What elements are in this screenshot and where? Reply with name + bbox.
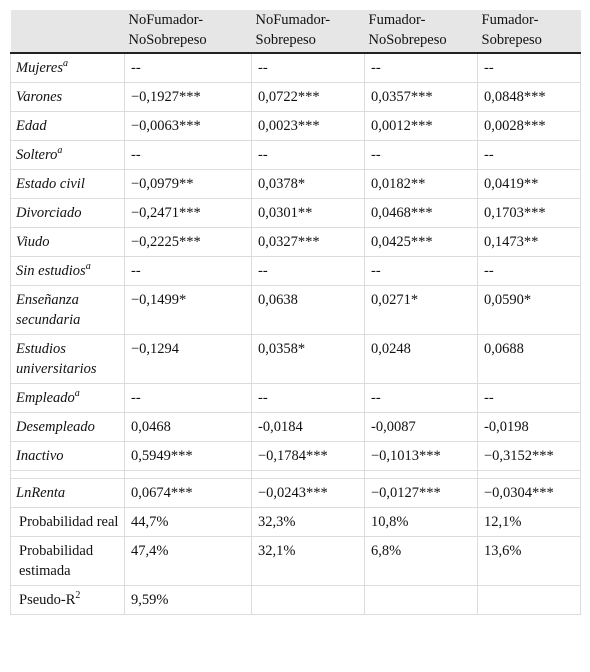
header-col-2 xyxy=(365,10,478,53)
value-cell: 47,4% xyxy=(125,537,252,586)
row-label-superscript: a xyxy=(57,145,63,157)
row-label-superscript: a xyxy=(74,388,80,400)
value-cell: -0,0198 xyxy=(478,413,581,442)
table-row xyxy=(11,112,581,141)
value-cell: 0,0023*** xyxy=(252,112,365,141)
value-cell xyxy=(365,586,478,615)
row-label-cell xyxy=(11,413,125,442)
table-row xyxy=(11,479,581,508)
row-label: Varones xyxy=(16,89,63,105)
header-col-0-line2: NoSobrepeso xyxy=(128,32,207,48)
row-label: Inactivo xyxy=(16,448,64,464)
value-cell: 6,8% xyxy=(365,537,478,586)
row-label: Probabilidad real xyxy=(19,514,119,530)
value-cell: 0,0301** xyxy=(252,199,365,228)
row-label-cell xyxy=(11,586,125,615)
row-label-cell xyxy=(11,53,125,83)
value-cell: −0,2471*** xyxy=(125,199,252,228)
row-label: Estado civil xyxy=(16,176,85,192)
table-spacer-row xyxy=(11,471,581,479)
value-cell: 0,0378* xyxy=(252,170,365,199)
value-cell: -- xyxy=(365,384,478,413)
value-cell: -- xyxy=(252,384,365,413)
row-label-cell xyxy=(11,112,125,141)
row-label-superscript: 2 xyxy=(75,590,81,602)
table-row xyxy=(11,586,581,615)
row-label-cell xyxy=(11,228,125,257)
value-cell: 0,0674*** xyxy=(125,479,252,508)
row-label-cell xyxy=(11,442,125,471)
value-cell: -- xyxy=(478,141,581,170)
value-cell: 0,0271* xyxy=(365,286,478,335)
value-cell: 13,6% xyxy=(478,537,581,586)
value-cell: −0,0979** xyxy=(125,170,252,199)
value-cell: 0,5949*** xyxy=(125,442,252,471)
value-cell: 0,0638 xyxy=(252,286,365,335)
value-cell: 0,0722*** xyxy=(252,83,365,112)
table-body xyxy=(11,53,581,615)
table-row xyxy=(11,384,581,413)
value-cell: −0,0127*** xyxy=(365,479,478,508)
row-label-superscript: a xyxy=(85,261,91,273)
value-cell: -- xyxy=(478,384,581,413)
value-cell: −0,0243*** xyxy=(252,479,365,508)
table-row xyxy=(11,53,581,83)
table-row xyxy=(11,141,581,170)
value-cell xyxy=(478,586,581,615)
table-row xyxy=(11,442,581,471)
row-label: Desempleado xyxy=(16,419,95,435)
row-label: Soltero xyxy=(16,147,58,163)
table-row xyxy=(11,413,581,442)
row-label-cell xyxy=(11,384,125,413)
spacer-cell xyxy=(125,471,252,479)
value-cell: 0,1473** xyxy=(478,228,581,257)
value-cell: -- xyxy=(252,141,365,170)
spacer-cell xyxy=(365,471,478,479)
value-cell: -0,0184 xyxy=(252,413,365,442)
value-cell: 0,0848*** xyxy=(478,83,581,112)
value-cell: −0,0304*** xyxy=(478,479,581,508)
value-cell: 0,0248 xyxy=(365,335,478,384)
row-label-cell xyxy=(11,286,125,335)
row-label: Estudios universitarios xyxy=(16,341,97,377)
value-cell: 10,8% xyxy=(365,508,478,537)
value-cell: −0,1294 xyxy=(125,335,252,384)
value-cell: −0,3152*** xyxy=(478,442,581,471)
table-row xyxy=(11,83,581,112)
row-label-cell xyxy=(11,335,125,384)
value-cell: -- xyxy=(125,141,252,170)
row-label-superscript: a xyxy=(62,58,68,70)
table-row xyxy=(11,199,581,228)
row-label-cell xyxy=(11,83,125,112)
header-corner-cell xyxy=(11,10,125,53)
row-label: Pseudo-R xyxy=(19,592,76,608)
value-cell: 0,0419** xyxy=(478,170,581,199)
value-cell: -0,0087 xyxy=(365,413,478,442)
value-cell: −0,1927*** xyxy=(125,83,252,112)
value-cell: 0,1703*** xyxy=(478,199,581,228)
value-cell: -- xyxy=(125,384,252,413)
header-col-0-line1: NoFumador- xyxy=(128,12,204,28)
value-cell: 0,0327*** xyxy=(252,228,365,257)
header-row xyxy=(11,10,581,53)
row-label-cell xyxy=(11,257,125,286)
row-label: Sin estudios xyxy=(16,263,86,279)
row-label-cell xyxy=(11,141,125,170)
spacer-cell xyxy=(11,471,125,479)
row-label: Edad xyxy=(16,118,47,134)
value-cell: 0,0468*** xyxy=(365,199,478,228)
table-row xyxy=(11,286,581,335)
value-cell: −0,1784*** xyxy=(252,442,365,471)
value-cell: 0,0012*** xyxy=(365,112,478,141)
header-col-3-line2: Sobrepeso xyxy=(481,32,542,48)
value-cell: −0,1013*** xyxy=(365,442,478,471)
header-col-3 xyxy=(478,10,581,53)
table-row xyxy=(11,257,581,286)
row-label-cell xyxy=(11,170,125,199)
header-col-0 xyxy=(125,10,252,53)
spacer-cell xyxy=(252,471,365,479)
value-cell xyxy=(252,586,365,615)
value-cell: 44,7% xyxy=(125,508,252,537)
header-col-1-line2: Sobrepeso xyxy=(255,32,316,48)
value-cell: -- xyxy=(365,141,478,170)
row-label: Empleado xyxy=(16,390,75,406)
row-label-cell xyxy=(11,199,125,228)
row-label: LnRenta xyxy=(16,485,66,501)
header-col-3-line1: Fumador- xyxy=(481,12,539,28)
row-label: Mujeres xyxy=(16,60,63,76)
value-cell: 0,0182** xyxy=(365,170,478,199)
header-col-1 xyxy=(252,10,365,53)
value-cell: 0,0357*** xyxy=(365,83,478,112)
table-row xyxy=(11,508,581,537)
value-cell: 0,0028*** xyxy=(478,112,581,141)
value-cell: -- xyxy=(125,53,252,83)
value-cell: 9,59% xyxy=(125,586,252,615)
row-label: Divorciado xyxy=(16,205,82,221)
table-row xyxy=(11,335,581,384)
value-cell: 0,0425*** xyxy=(365,228,478,257)
header-col-2-line2: NoSobrepeso xyxy=(368,32,447,48)
value-cell: −0,0063*** xyxy=(125,112,252,141)
value-cell: 12,1% xyxy=(478,508,581,537)
table-row xyxy=(11,537,581,586)
value-cell: -- xyxy=(365,257,478,286)
value-cell: −0,1499* xyxy=(125,286,252,335)
row-label-cell xyxy=(11,479,125,508)
value-cell: 0,0358* xyxy=(252,335,365,384)
row-label: Enseñanza secundaria xyxy=(16,292,81,328)
table-row xyxy=(11,170,581,199)
value-cell: −0,2225*** xyxy=(125,228,252,257)
results-table-container xyxy=(10,10,580,615)
value-cell: -- xyxy=(252,257,365,286)
table-header xyxy=(11,10,581,53)
row-label: Probabilidad estimada xyxy=(19,543,94,579)
value-cell: -- xyxy=(252,53,365,83)
spacer-cell xyxy=(478,471,581,479)
value-cell: -- xyxy=(125,257,252,286)
value-cell: 0,0688 xyxy=(478,335,581,384)
row-label-cell xyxy=(11,537,125,586)
results-table xyxy=(10,10,581,615)
header-col-2-line1: Fumador- xyxy=(368,12,426,28)
value-cell: 0,0590* xyxy=(478,286,581,335)
value-cell: -- xyxy=(478,257,581,286)
row-label-cell xyxy=(11,508,125,537)
value-cell: 32,1% xyxy=(252,537,365,586)
value-cell: -- xyxy=(365,53,478,83)
row-label: Viudo xyxy=(16,234,50,250)
value-cell: 0,0468 xyxy=(125,413,252,442)
header-col-1-line1: NoFumador- xyxy=(255,12,331,28)
value-cell: -- xyxy=(478,53,581,83)
table-row xyxy=(11,228,581,257)
value-cell: 32,3% xyxy=(252,508,365,537)
